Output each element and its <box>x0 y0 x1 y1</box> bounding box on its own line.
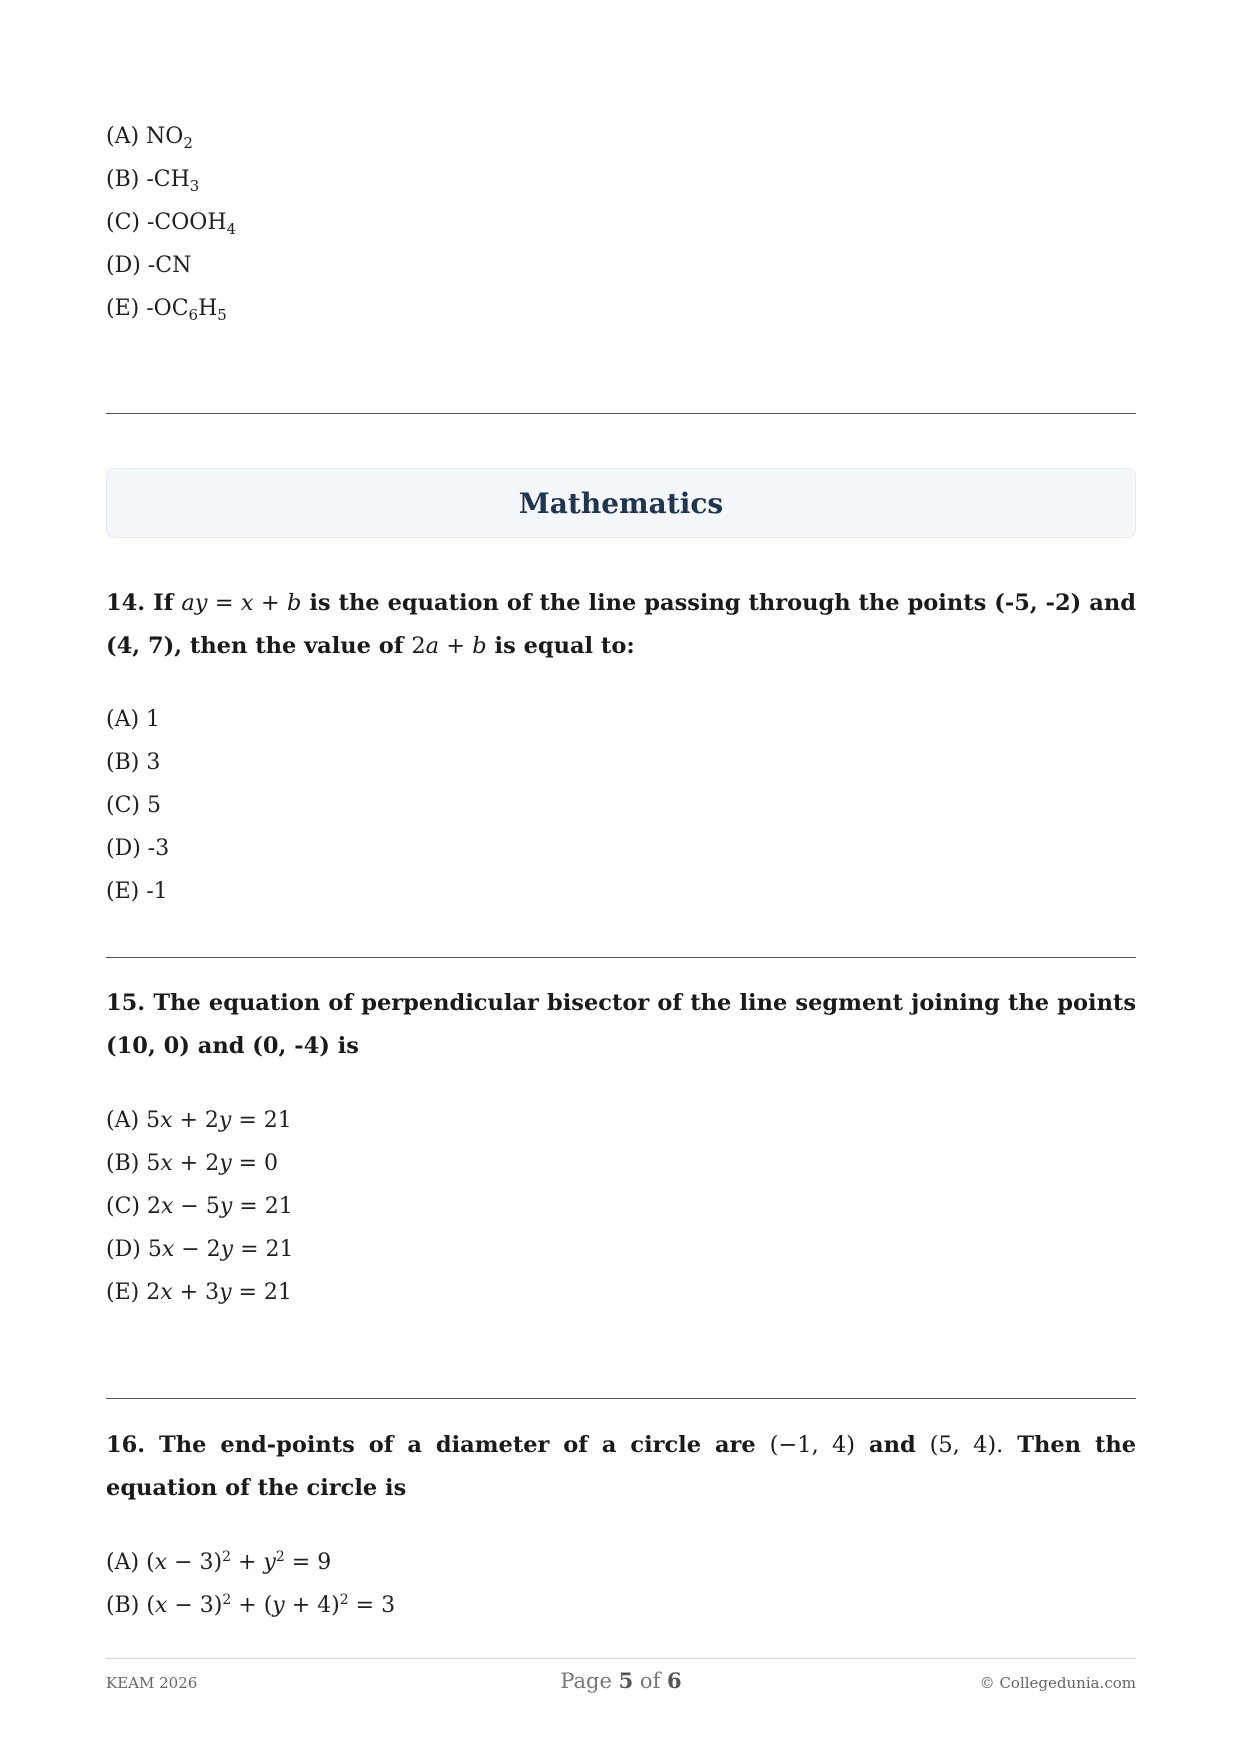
option-a: (A) 1 <box>106 707 161 732</box>
option-c: (C) 2x − 5y = 21 <box>106 1194 293 1219</box>
option-b: (B) $-CH_3$ <box>106 167 200 195</box>
option-b: (B) 3 <box>106 750 161 775</box>
option-c: (C) 5 <box>106 793 161 818</box>
option-b: (B) $(x - 3)^2 + (y + 4)^2 = 3$ <box>106 1592 396 1618</box>
exam-page <box>106 0 1136 1754</box>
divider <box>106 1398 1136 1399</box>
page-number: Page 5 of 6 <box>560 1668 682 1693</box>
question-16: 16. The end-points of a diameter of a circle are (−1, 4) and (5, 4). Then the equation of the circle is <box>106 1432 1137 1501</box>
footer-divider <box>106 1658 1136 1659</box>
question-15: 15. The equation of perpendicular bisector of the line segment joining the points (10, 0) and (0, -4) is <box>106 990 1136 1059</box>
section-header <box>106 468 1136 538</box>
divider <box>106 957 1136 958</box>
option-e: (E) -1 <box>106 879 168 904</box>
option-a: (A) $(x - 3)^2 + y^2 = 9$ <box>106 1549 332 1575</box>
option-e: (E) 2x + 3y = 21 <box>106 1280 292 1305</box>
page-footer <box>106 1668 1136 1698</box>
option-c: (C) $-COOH_4$ <box>106 210 237 238</box>
option-d: (D) -CN <box>106 253 192 278</box>
option-e: (E) $-OC_6H_5$ <box>106 296 227 324</box>
option-a: (A) 5x + 2y = 21 <box>106 1108 292 1133</box>
option-d: (D) 5x − 2y = 21 <box>106 1237 294 1262</box>
option-d: (D) -3 <box>106 836 170 861</box>
section-title: Mathematics <box>518 486 724 520</box>
option-a: (A) $NO_2$ <box>106 124 193 152</box>
option-b: (B) 5x + 2y = 0 <box>106 1151 279 1176</box>
divider <box>106 413 1136 414</box>
question-14: 14. If ay = x + b is the equation of the line passing through the points (-5, -2) and (4, 7), then the value of 2a + b is equal to: <box>106 590 1136 659</box>
copyright: © Collegedunia.com <box>979 1674 1136 1692</box>
exam-name: KEAM 2026 <box>106 1674 198 1692</box>
